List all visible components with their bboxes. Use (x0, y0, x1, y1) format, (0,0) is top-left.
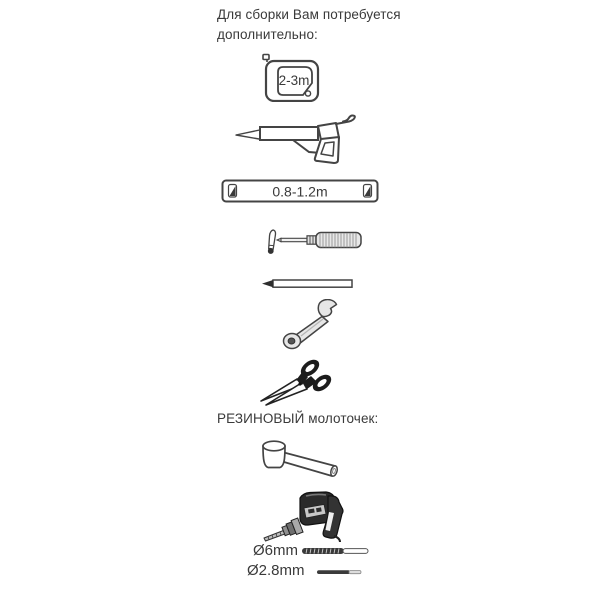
instructions-header (217, 5, 407, 44)
header-line-2: дополнительно: (217, 26, 318, 42)
pencil-icon (260, 276, 355, 291)
scissors-icon (259, 356, 339, 406)
tape-measure-label: 2-3m (278, 73, 310, 88)
bit-icon (268, 230, 276, 254)
tape-measure-icon (259, 52, 321, 102)
tool-item-drill (256, 486, 351, 544)
spirit-level-icon (221, 176, 379, 205)
header-line-1: Для сборки Вам потребуется (217, 7, 401, 22)
bit-row-2-8mm (247, 562, 367, 580)
tool-item-tape-measure (259, 52, 321, 102)
electric-drill-icon (256, 486, 351, 544)
drill-bit-2-8mm-icon (316, 568, 363, 576)
rubber-mallet-icon (247, 435, 342, 487)
spirit-level-label: 0.8-1.2m (272, 183, 328, 200)
wrench-icon (277, 299, 345, 351)
bit-6mm-label: Ø6mm (253, 542, 298, 559)
tool-item-wrench (277, 299, 345, 351)
tool-item-screwdriver (255, 223, 363, 259)
caulking-gun-icon (233, 114, 367, 169)
tool-item-caulking-gun (233, 114, 367, 169)
bit-row-6mm (253, 542, 373, 560)
drill-bit-6mm-icon (301, 546, 369, 556)
tool-item-rubber-mallet (247, 435, 342, 487)
tool-item-scissors (259, 356, 339, 406)
tool-item-spirit-level (221, 176, 379, 205)
screwdriver-icon (255, 223, 363, 259)
bit-2-8mm-label: Ø2.8mm (247, 562, 305, 579)
tool-item-pencil (260, 276, 355, 291)
mallet-section-title: РЕЗИНОВЫЙ молоточек: (217, 411, 379, 426)
